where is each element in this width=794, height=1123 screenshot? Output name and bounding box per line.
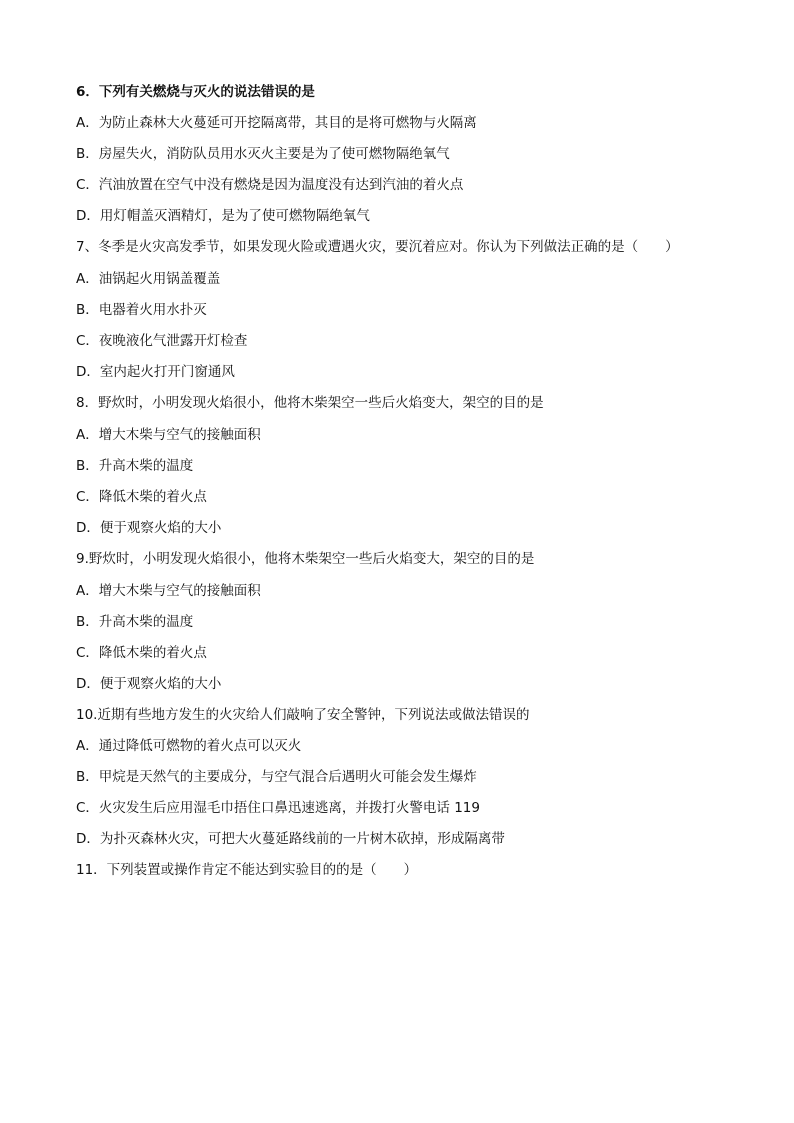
question-8-option-a: A．增大木柴与空气的接触面积 xyxy=(76,427,261,443)
question-8-option-d: D．便于观察火焰的大小 xyxy=(76,520,222,536)
question-6-option-a: A．为防止森林大火蔓延可开挖隔离带，其目的是将可燃物与火隔离 xyxy=(76,115,477,131)
question-10-option-b: B．甲烷是天然气的主要成分，与空气混合后遇明火可能会发生爆炸 xyxy=(76,769,477,785)
question-7-stem: 7、冬季是火灾高发季节，如果发现火险或遭遇火灾，要沉着应对。你认为下列做法正确的是（ ） xyxy=(76,239,679,255)
question-9-option-d: D．便于观察火焰的大小 xyxy=(76,676,222,692)
question-7-option-b: B．电器着火用水扑灭 xyxy=(76,302,207,318)
question-8-option-c: C．降低木柴的着火点 xyxy=(76,489,207,505)
question-11-stem: 11．下列装置或操作肯定不能达到实验目的的是（ ） xyxy=(76,862,418,878)
question-10-stem: 10.近期有些地方发生的火灾给人们敲响了安全警钟，下列说法或做法错误的 xyxy=(76,707,530,723)
question-6-stem: 6．下列有关燃烧与灭火的说法错误的是 xyxy=(76,84,315,100)
question-6-option-b: B．房屋失火，消防队员用水灭火主要是为了使可燃物隔绝氧气 xyxy=(76,146,450,162)
question-7-option-d: D．室内起火打开门窗通风 xyxy=(76,364,235,380)
question-8-stem: 8．野炊时，小明发现火焰很小，他将木柴架空一些后火焰变大，架空的目的是 xyxy=(76,395,544,411)
question-6-option-d: D．用灯帽盖灭酒精灯，是为了使可燃物隔绝氧气 xyxy=(76,208,370,224)
question-10-option-d: D．为扑灭森林火灾，可把大火蔓延路线前的一片树木砍掉，形成隔离带 xyxy=(76,831,505,847)
question-7-option-c: C．夜晚液化气泄露开灯检查 xyxy=(76,333,248,349)
question-9-option-a: A．增大木柴与空气的接触面积 xyxy=(76,583,261,599)
question-10-option-a: A．通过降低可燃物的着火点可以灭火 xyxy=(76,738,302,754)
question-10-option-c: C．火灾发生后应用湿毛巾捂住口鼻迅速逃离，并拨打火警电话 119 xyxy=(76,800,480,816)
question-9-option-b: B．升高木柴的温度 xyxy=(76,614,194,630)
question-8-option-b: B．升高木柴的温度 xyxy=(76,458,194,474)
question-9-stem: 9.野炊时，小明发现火焰很小，他将木柴架空一些后火焰变大，架空的目的是 xyxy=(76,551,535,567)
question-9-option-c: C．降低木柴的着火点 xyxy=(76,645,207,661)
question-7-option-a: A．油锅起火用锅盖覆盖 xyxy=(76,271,221,287)
question-6-option-c: C．汽油放置在空气中没有燃烧是因为温度没有达到汽油的着火点 xyxy=(76,177,464,193)
